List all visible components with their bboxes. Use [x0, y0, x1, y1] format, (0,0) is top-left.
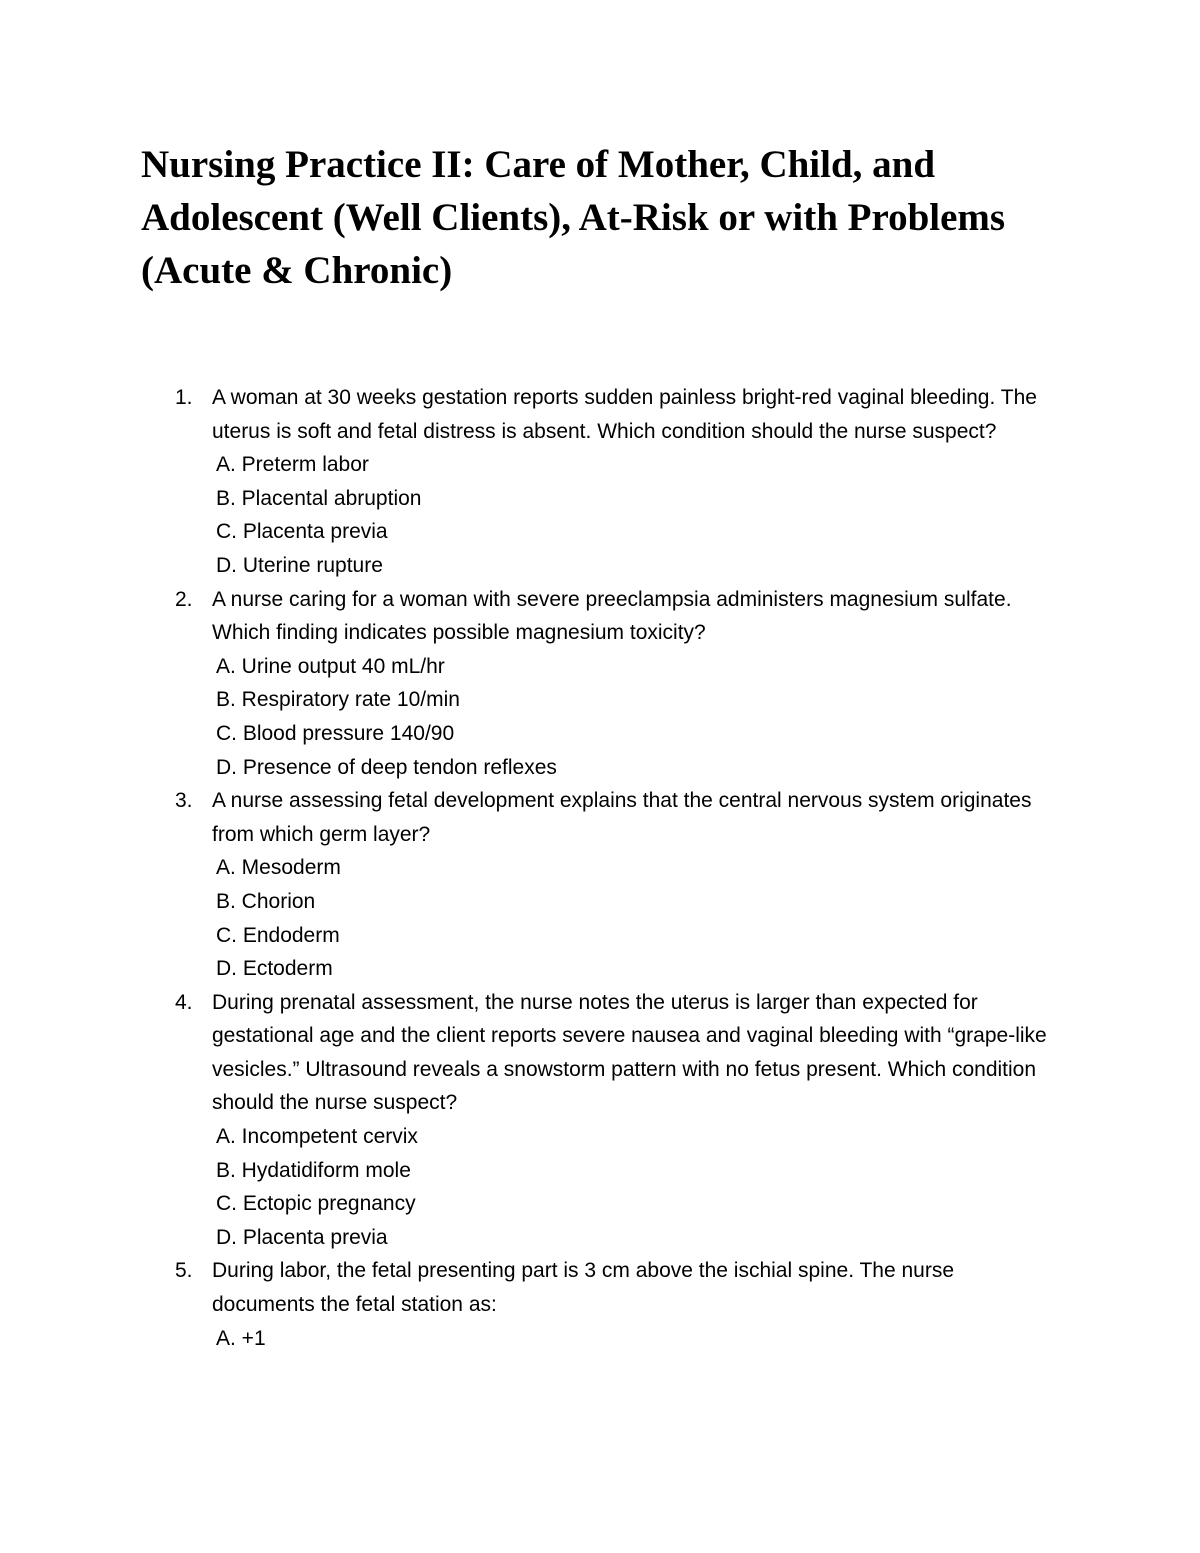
question-stem: During labor, the fetal presenting part is 3 cm above the ischial spine. The nurse documents the fetal station as: [212, 1259, 955, 1317]
answer-option: B. Chorion [216, 889, 316, 913]
answer-option: B. Placental abruption [216, 486, 422, 510]
question-stem: A nurse caring for a woman with severe preeclampsia administers magnesium sulfate. Which finding indicates possible magnesium toxicity? [212, 587, 1012, 645]
question-stem: A woman at 30 weeks gestation reports sudden painless bright-red vaginal bleeding. The uterus is soft and fetal distress is absent. Which condition should the nurse suspect? [212, 386, 1037, 443]
answer-options [212, 650, 1060, 784]
question-number: 1. [175, 386, 193, 409]
answer-option: A. Preterm labor [216, 453, 369, 477]
document-title: Nursing Practice II: Care of Mother, Child, and Adolescent (Well Clients), At-Risk or with Problems (Acute & Chronic) [141, 143, 1006, 292]
answer-option: A. Incompetent cervix [216, 1125, 418, 1149]
answer-options [212, 448, 1060, 582]
question-item [0, 1254, 1200, 1355]
answer-option: D. Placenta previa [216, 1225, 388, 1249]
question-item [0, 583, 1200, 785]
question-number: 5. [175, 1259, 193, 1283]
answer-option: A. Urine output 40 mL/hr [216, 654, 445, 678]
answer-option: C. Endoderm [216, 923, 340, 947]
answer-option: D. Ectoderm [216, 957, 333, 981]
question-stem: During prenatal assessment, the nurse notes the uterus is larger than expected for gestational age and the client reports severe nausea and vaginal bleeding with “grape-like vesicles.” Ultrasound reveals a snowstorm pattern with no fetus present. Which condition should the nurse suspect? [212, 990, 1047, 1115]
answer-option: C. Blood pressure 140/90 [216, 721, 455, 745]
answer-option: B. Respiratory rate 10/min [216, 688, 460, 712]
question-number: 4. [175, 990, 193, 1014]
question-number: 3. [175, 789, 193, 813]
question-item [0, 784, 1200, 986]
answer-options [212, 1322, 1060, 1356]
answer-option: C. Placenta previa [216, 520, 388, 544]
answer-option: B. Hydatidiform mole [216, 1158, 411, 1182]
question-item [0, 986, 1200, 1255]
question-list [0, 381, 1200, 1355]
answer-option: D. Uterine rupture [216, 553, 383, 577]
answer-option: A. Mesoderm [216, 856, 341, 880]
answer-option: D. Presence of deep tendon reflexes [216, 755, 557, 779]
answer-option: A. +1 [216, 1326, 266, 1350]
question-item [0, 381, 1200, 583]
answer-options [212, 851, 1060, 985]
question-number: 2. [175, 587, 193, 611]
question-stem: A nurse assessing fetal development explains that the central nervous system originates from which germ layer? [212, 789, 1032, 846]
answer-option: C. Ectopic pregnancy [216, 1192, 416, 1216]
answer-options [212, 1120, 1060, 1254]
